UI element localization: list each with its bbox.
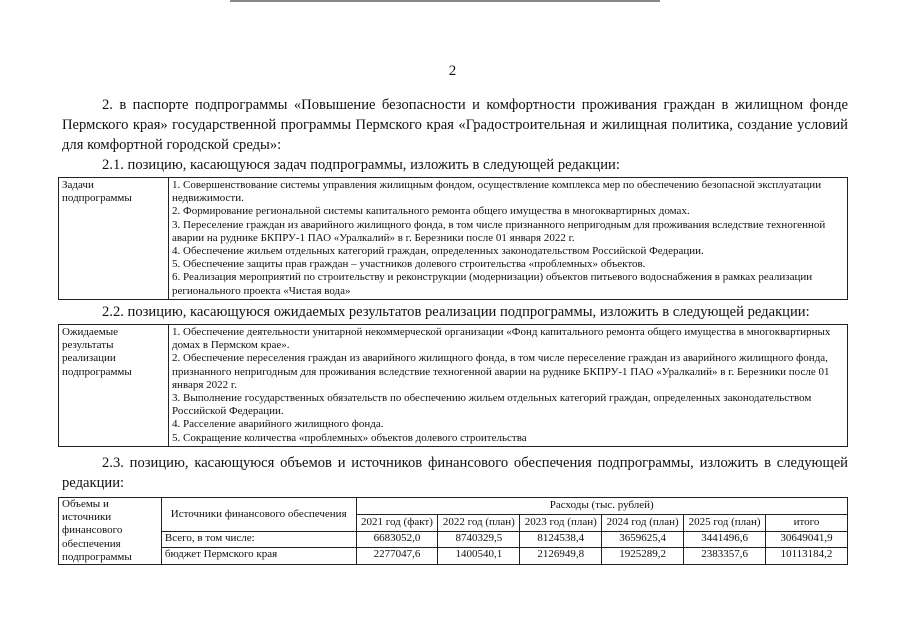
value-cell: 2277047,6 xyxy=(356,548,438,565)
value-cell: 3659625,4 xyxy=(602,531,684,548)
tasks-item: 3. Переселение граждан из аварийного жилищного фонда, в том числе признанного непригодным для проживания вследствие техногенной аварии на руднике БКПРУ-1 ПАО «Уралкалий» в г. Березники после 01 января 2022 г. xyxy=(172,218,826,244)
source-name: бюджет Пермского края xyxy=(161,548,356,565)
results-item: 4. Расселение аварийного жилищного фонда. xyxy=(172,418,384,431)
sources-header: Источники финансового обеспечения xyxy=(161,498,356,532)
page-number: 2 xyxy=(448,63,457,79)
tasks-item: 4. Обеспечение жильем отдельных категорий граждан, определенных законодательством Российской Федерации. xyxy=(172,245,704,258)
value-cell: 30649041,9 xyxy=(766,531,848,548)
year-header: 2023 год (план) xyxy=(520,514,602,531)
source-name: Всего, в том числе: xyxy=(161,531,356,548)
value-cell: 3441496,6 xyxy=(684,531,766,548)
tasks-table xyxy=(58,177,848,300)
results-item: 5. Сокращение количества «проблемных» объектов долевого строительства xyxy=(172,431,527,444)
paragraph-2-3: 2.3. позицию, касающуюся объемов и источников финансового обеспечения подпрограммы, изложить в следующей редакции: xyxy=(62,455,848,491)
total-header: итого xyxy=(766,514,848,531)
table-row xyxy=(59,548,848,565)
finance-table xyxy=(58,497,848,565)
value-cell: 6683052,0 xyxy=(356,531,438,548)
value-cell: 1400540,1 xyxy=(438,548,520,565)
year-header: 2025 год (план) xyxy=(684,514,766,531)
tasks-item: 2. Формирование региональной системы капитального ремонта общего имущества в многоквартирных домах. xyxy=(172,205,690,218)
results-item: 3. Выполнение государственных обязательств по обеспечению жильем отдельных категорий граждан, определенных законодательством Российской Федерации. xyxy=(172,392,812,418)
value-cell: 1925289,2 xyxy=(602,548,684,565)
page-top-edge xyxy=(230,0,660,2)
value-cell: 10113184,2 xyxy=(766,548,848,565)
expenses-header: Расходы (тыс. рублей) xyxy=(356,498,848,515)
year-header: 2024 год (план) xyxy=(602,514,684,531)
tasks-item: 1. Совершенствование системы управления жилищным фондом, осуществление комплекса мер по обеспечению безопасной эксплуатации недвижимости. xyxy=(172,179,822,205)
finance-label: Объемы и источники финансового обеспечения подпрограммы xyxy=(59,498,162,565)
year-header: 2021 год (факт) xyxy=(356,514,438,531)
value-cell: 2126949,8 xyxy=(520,548,602,565)
value-cell: 8124538,4 xyxy=(520,531,602,548)
value-cell: 2383357,6 xyxy=(684,548,766,565)
paragraph-2: 2. в паспорте подпрограммы «Повышение безопасности и комфортности проживания граждан в жилищном фонде Пермского края» государственной программы Пермского края «Градостроительная и жилищная политика, создание условий для комфортной городской среды»: xyxy=(62,97,848,153)
results-item: 2. Обеспечение переселения граждан из аварийного жилищного фонда, в том числе переселение граждан из аварийного жилищного фонда, признанного непригодным для проживания вследствие техногенной аварии на руднике БКПРУ-1 ПАО «Уралкалий» в г. Березники после 01 января 2022 г. xyxy=(172,352,830,391)
tasks-label: Задачи подпрограммы xyxy=(59,178,169,300)
tasks-item: 5. Обеспечение защиты прав граждан – участников долевого строительства «проблемных» объектов. xyxy=(172,258,646,271)
paragraph-2-1: 2.1. позицию, касающуюся задач подпрограммы, изложить в следующей редакции: xyxy=(102,157,620,173)
results-list xyxy=(169,325,848,447)
table-row xyxy=(59,531,848,548)
results-label: Ожидаемые результаты реализации подпрограммы xyxy=(59,325,169,447)
results-table xyxy=(58,324,848,447)
tasks-item: 6. Реализация мероприятий по строительству и реконструкции (модернизации) объектов питьевого водоснабжения в рамках реализации регионального проекта «Чистая вода» xyxy=(172,271,813,297)
year-header: 2022 год (план) xyxy=(438,514,520,531)
results-item: 1. Обеспечение деятельности унитарной некоммерческой организации «Фонд капитального ремонта общего имущества в многоквартирных домах в Пермском крае». xyxy=(172,326,831,352)
paragraph-2-2: 2.2. позицию, касающуюся ожидаемых результатов реализации подпрограммы, изложить в следующей редакции: xyxy=(102,304,810,320)
value-cell: 8740329,5 xyxy=(438,531,520,548)
tasks-list xyxy=(169,178,848,300)
